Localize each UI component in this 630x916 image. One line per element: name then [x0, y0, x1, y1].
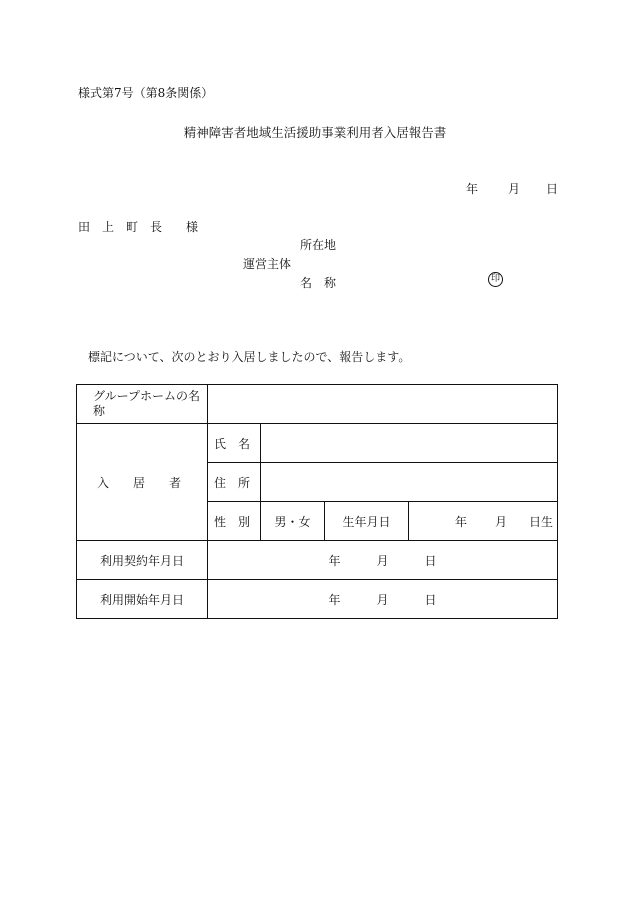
table-row	[77, 424, 558, 463]
group-home-name-field[interactable]	[208, 385, 558, 424]
start-day: 日	[424, 592, 437, 607]
contract-date-field[interactable]	[208, 541, 558, 580]
sex-options[interactable]: 男・女	[261, 502, 325, 541]
resident-label: 入 居 者	[77, 424, 208, 541]
resident-address-label: 住 所	[208, 463, 261, 502]
intro-text: 標記について、次のとおり入居しましたので、報告します。	[88, 350, 411, 364]
addressee: 田 上 町 長 様	[78, 220, 199, 234]
contract-date-label: 利用契約年月日	[77, 541, 208, 580]
resident-address-field[interactable]	[261, 463, 558, 502]
birthdate-day-born: 日生	[528, 514, 553, 529]
birthdate-month: 月	[494, 514, 507, 529]
start-month: 月	[376, 592, 389, 607]
table-row	[77, 580, 558, 619]
contract-day: 日	[424, 553, 437, 568]
report-table	[76, 384, 558, 619]
seal-icon: 印	[488, 272, 503, 287]
birthdate-label: 生年月日	[325, 502, 409, 541]
table-row	[77, 541, 558, 580]
table-row	[77, 385, 558, 424]
document-title: 精神障害者地域生活援助事業利用者入居報告書	[183, 125, 447, 140]
birthdate-year: 年	[454, 514, 467, 529]
resident-name-label: 氏 名	[208, 424, 261, 463]
date-year: 年	[466, 182, 479, 196]
birthdate-field[interactable]	[409, 502, 558, 541]
operator-name-label: 名 称	[300, 276, 337, 290]
date-month: 月	[508, 182, 521, 196]
resident-sex-label: 性 別	[208, 502, 261, 541]
resident-name-field[interactable]	[261, 424, 558, 463]
date-day: 日	[546, 182, 559, 196]
form-number: 様式第7号（第8条関係）	[78, 86, 214, 100]
operator-label: 運営主体	[243, 257, 292, 271]
contract-month: 月	[376, 553, 389, 568]
contract-year: 年	[328, 553, 341, 568]
group-home-name-label: グループホームの名称	[77, 385, 208, 424]
start-year: 年	[328, 592, 341, 607]
start-date-field[interactable]	[208, 580, 558, 619]
report-date	[466, 180, 558, 197]
location-label: 所在地	[300, 238, 337, 252]
start-date-label: 利用開始年月日	[77, 580, 208, 619]
